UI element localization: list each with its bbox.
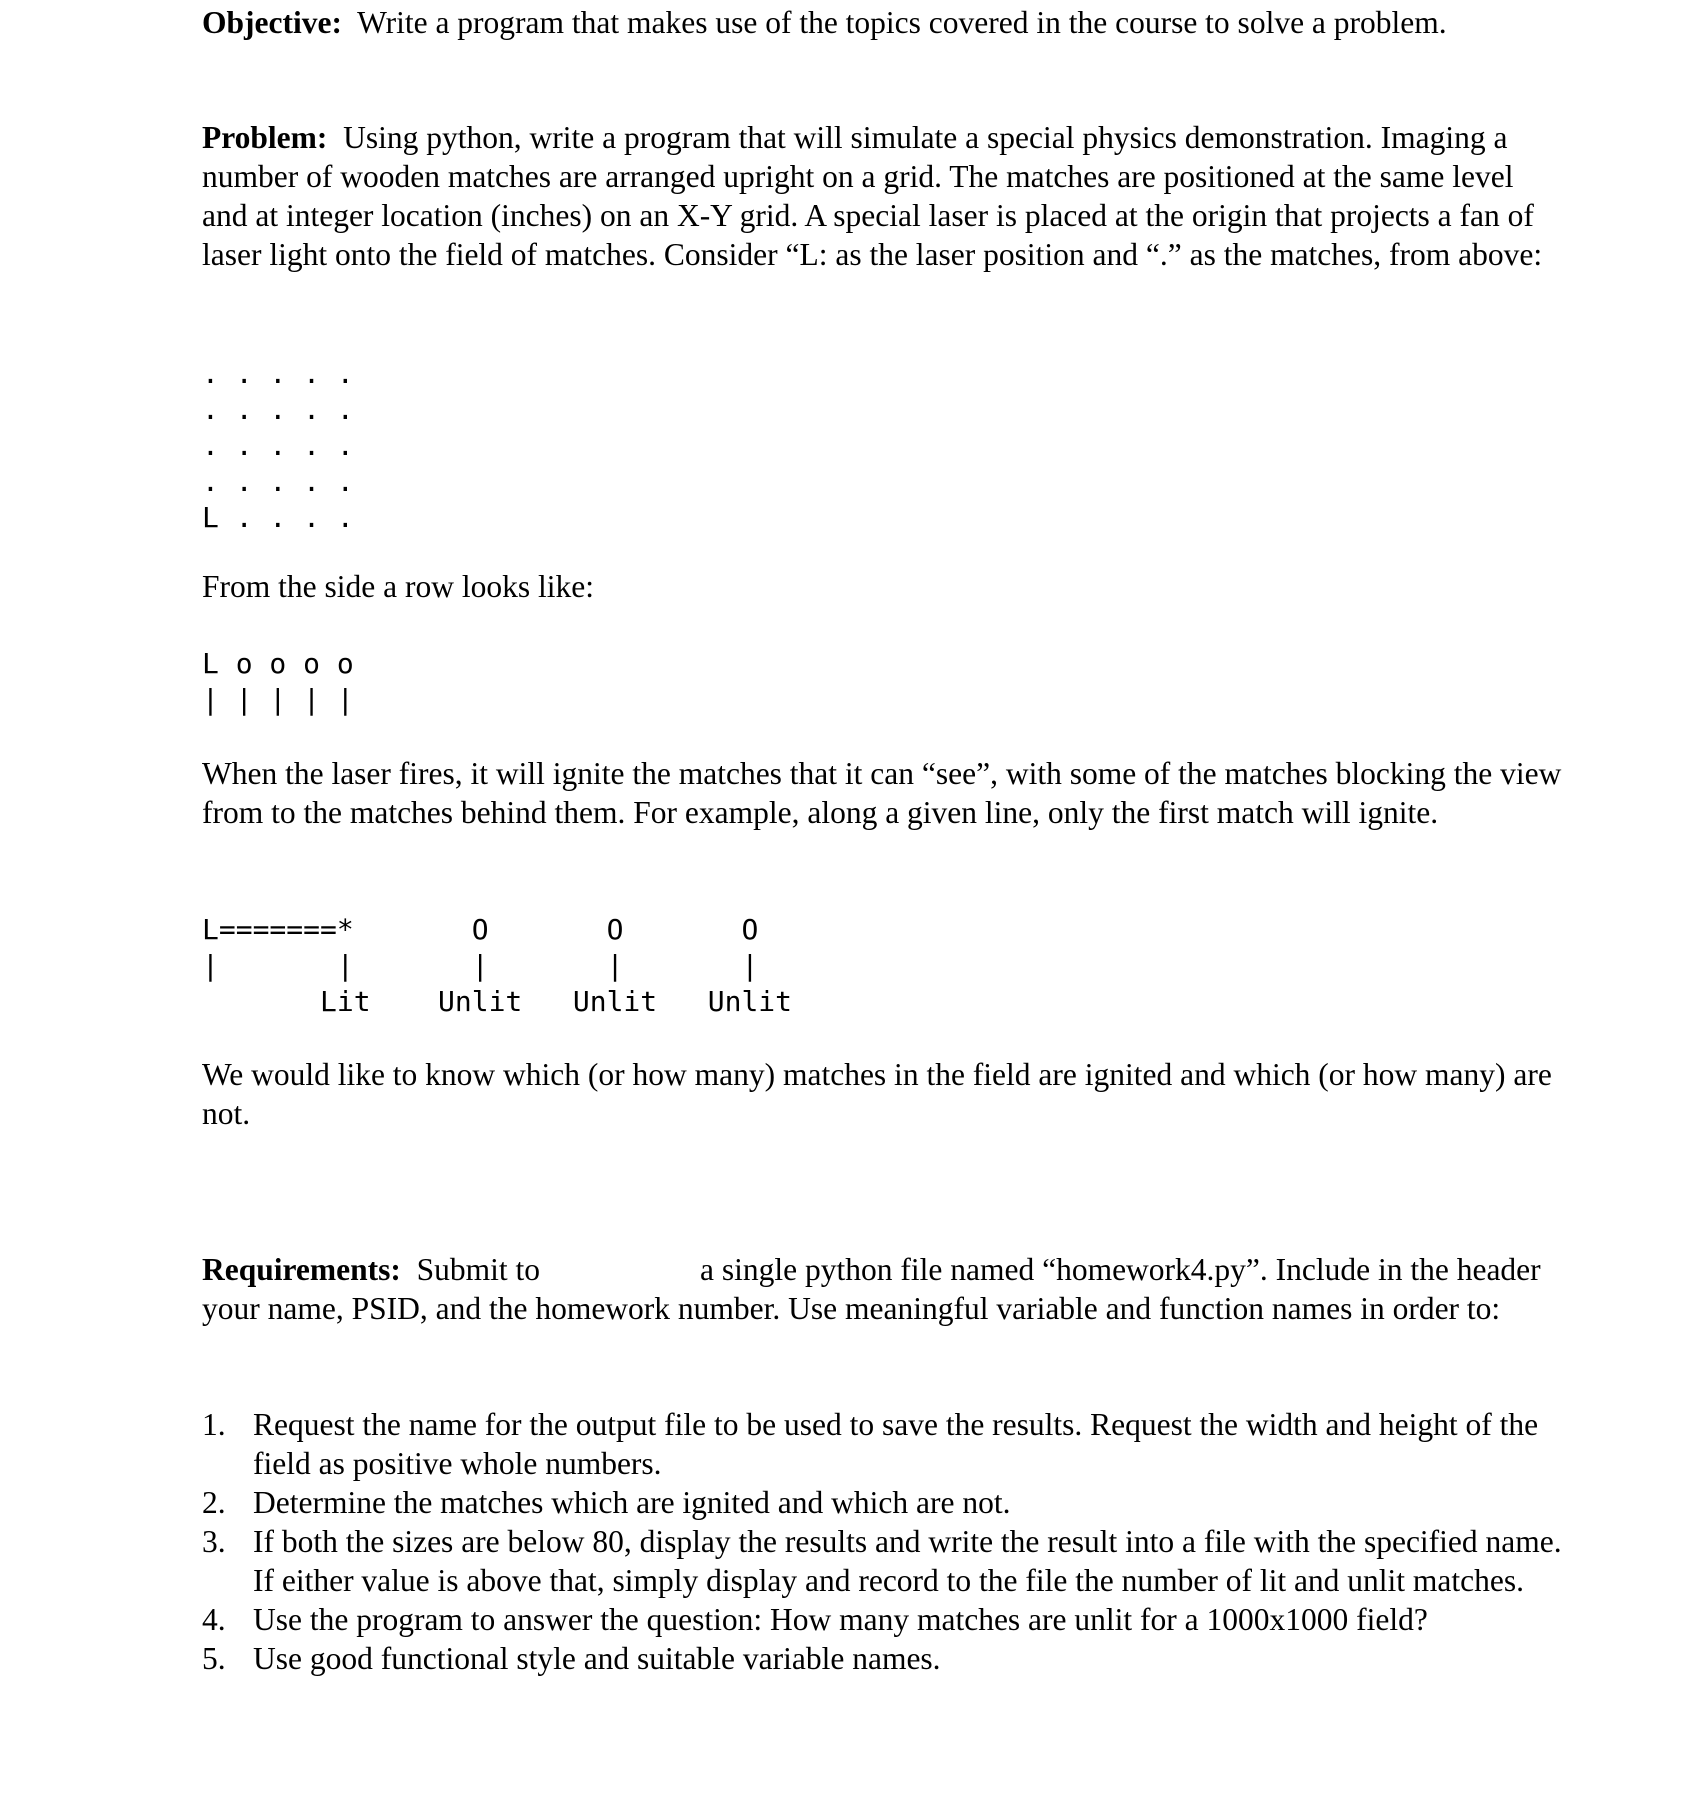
problem-text: Using python, write a program that will simulate a special physics demonstration. Imaging a number of wooden matches are arranged upright on a grid. The matches are positioned at the same level and at integer location (inches) on an X-Y grid. A special laser is placed at the origin that projects a fan of laser light onto the field of matches. Consider “L: as the laser position and “.” as the matches, from above: [202, 120, 1543, 272]
list-item-text: Request the name for the output file to be used to save the results. Request the width and height of the field as positive whole numbers. [253, 1407, 1539, 1481]
objective-label: Objective: [202, 5, 342, 40]
list-item-text: Use good functional style and suitable variable names. [253, 1641, 941, 1676]
list-item-number: 1. [202, 1407, 226, 1442]
question-paragraph: We would like to know which (or how many) matches in the field are ignited and which (or how many) are not. [202, 1057, 1552, 1131]
list-item [202, 1600, 1562, 1639]
problem-label: Problem: [202, 120, 328, 155]
list-item [202, 1405, 1562, 1483]
list-item-text: Determine the matches which are ignited and which are not. [253, 1485, 1011, 1520]
laser-line-diagram: L=======* O O O | | | | | Lit Unlit Unlit Unlit [202, 913, 793, 1018]
list-item-number: 5. [202, 1641, 226, 1676]
requirements-text-after: a single python file named “homework4.py”. Include in the header your name, PSID, and the homework number. Use meaningful variable and function names in order to: [202, 1252, 1541, 1326]
requirements-text-before: Submit to [416, 1252, 541, 1287]
requirements-label: Requirements: [202, 1252, 401, 1287]
objective-paragraph [202, 3, 1562, 42]
list-item [202, 1483, 1562, 1522]
objective-text: Write a program that makes use of the topics covered in the course to solve a problem. [357, 5, 1447, 40]
requirements-list [202, 1405, 1562, 1678]
laser-fire-paragraph: When the laser fires, it will ignite the matches that it can “see”, with some of the matches blocking the view from to the matches behind them. For example, along a given line, only the first match will ignite. [202, 756, 1562, 830]
side-view-intro: From the side a row looks like: [202, 569, 594, 604]
list-item [202, 1522, 1562, 1600]
list-item-number: 4. [202, 1602, 226, 1637]
grid-top-view-diagram: . . . . . . . . . . . . . . . . . . . . L . . . . [202, 357, 354, 534]
list-item-number: 3. [202, 1524, 226, 1559]
list-item [202, 1639, 1562, 1678]
list-item-text: Use the program to answer the question: How many matches are unlit for a 1000x1000 field? [253, 1602, 1428, 1637]
problem-paragraph [202, 118, 1562, 274]
requirements-paragraph [202, 1250, 1562, 1328]
list-item-number: 2. [202, 1485, 226, 1520]
list-item-text: If both the sizes are below 80, display the results and write the result into a file with the specified name. If either value is above that, simply display and record to the file the number of lit and unlit matches. [253, 1524, 1562, 1598]
side-view-diagram: L o o o o | | | | | [202, 647, 354, 716]
